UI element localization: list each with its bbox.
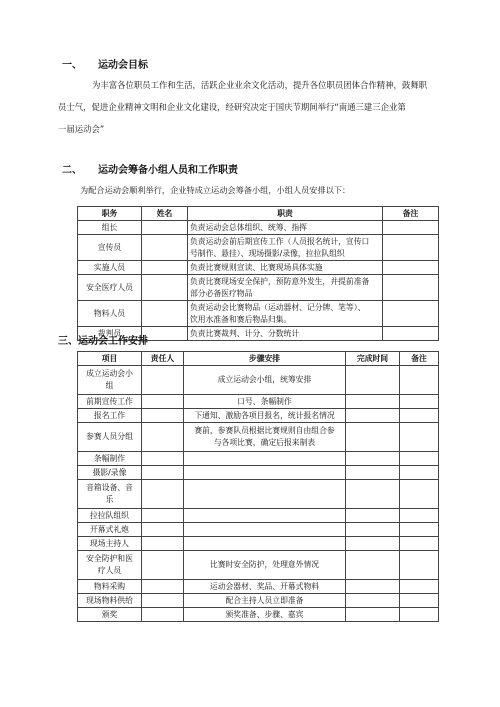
role-cell: 裁判员: [78, 327, 142, 341]
time-cell: [346, 466, 400, 480]
section-3-heading: 三、运动会工作安排: [58, 336, 148, 347]
name-cell: [142, 261, 188, 275]
person-cell: [142, 466, 184, 480]
table-row: [78, 423, 439, 452]
note-cell: [400, 395, 439, 409]
note-cell: [400, 466, 439, 480]
schedule-table-header: [78, 352, 439, 366]
section-2-intro: 为配合运动会顺利举行，企业特成立运动会筹备小组，小组人员安排以下：: [80, 185, 351, 195]
time-cell: [346, 551, 400, 580]
paragraph-line: 员士气，促进企业精神文明和企业文化建设，经研究决定于国庆节期间举行“南通三建三企业第: [58, 102, 406, 112]
note-cell: [400, 480, 439, 509]
paragraph-line: 为丰富各位职员工作和生活，活跃企业业余文化活动，提升各位职员团体合作精神，鼓舞职: [92, 80, 427, 90]
duty-cell: 负责运动会比赛物品（运动器材、记分牌、笔等）、 饮用水准备和赛后物品归集。: [188, 301, 383, 327]
duty-cell: 负责比赛现场安全保护，预防意外发生，并提前准备 部分必备医疗物品: [188, 275, 383, 301]
steps-cell: 赛前，参赛队员根据比赛规则自由组合参 与各项比赛，确定后报来制表: [184, 423, 346, 452]
table-row: [78, 480, 439, 509]
note-cell: [400, 551, 439, 580]
name-cell: [142, 301, 188, 327]
item-cell: 物料采购: [78, 580, 142, 594]
table-row: [78, 221, 439, 235]
note-cell: [383, 235, 439, 261]
name-cell: [142, 275, 188, 301]
duty-cell: 负责比赛规则宣读、比赛现场具体实施: [188, 261, 383, 275]
paragraph-line: 一届运动会”: [58, 124, 105, 134]
duty-cell: 负责运动会总体组织、统筹、指挥: [188, 221, 383, 235]
item-cell: 颁奖: [78, 608, 142, 622]
item-cell: 报名工作: [78, 409, 142, 423]
item-cell: 安全防护和医 疗人员: [78, 551, 142, 580]
table-row: [78, 301, 439, 327]
time-cell: [346, 523, 400, 537]
item-cell: 前期宣传工作: [78, 395, 142, 409]
table-row: [78, 275, 439, 301]
header-name: 姓名: [142, 207, 188, 221]
steps-cell: [184, 452, 346, 466]
section-1-paragraph: [58, 74, 468, 140]
time-cell: [346, 509, 400, 523]
note-cell: [400, 452, 439, 466]
header-item: 项目: [78, 352, 142, 366]
person-cell: [142, 580, 184, 594]
item-cell: 条幅制作: [78, 452, 142, 466]
item-cell: 开幕式礼炮: [78, 523, 142, 537]
header-person: 责任人: [142, 352, 184, 366]
table-row: [78, 261, 439, 275]
name-cell: [142, 327, 188, 341]
person-cell: [142, 523, 184, 537]
note-cell: [400, 523, 439, 537]
time-cell: [346, 409, 400, 423]
duty-cell: 负责运动会前后期宣传工作（人员报名统计，宣传口 号制作、悬挂）、现场摄影/录像，拉拉队组织: [188, 235, 383, 261]
header-note: 备注: [400, 352, 439, 366]
table-row: [78, 580, 439, 594]
time-cell: [346, 608, 400, 622]
header-steps: 步骤安排: [184, 352, 346, 366]
item-cell: 现场物料供给: [78, 594, 142, 608]
duty-cell: 负责比赛裁判、计分、分数统计: [188, 327, 383, 341]
note-cell: [383, 261, 439, 275]
item-cell: 成立运动会小 组: [78, 366, 142, 395]
table-row: [78, 608, 439, 622]
header-note: 备注: [383, 207, 439, 221]
section-1-title: 运动会目标: [98, 60, 148, 71]
note-cell: [400, 580, 439, 594]
section-2-heading: [62, 161, 238, 176]
role-cell: 物料人员: [78, 301, 142, 327]
time-cell: [346, 423, 400, 452]
item-cell: 拉拉队组织: [78, 509, 142, 523]
note-cell: [383, 327, 439, 341]
role-cell: 实施人员: [78, 261, 142, 275]
time-cell: [346, 452, 400, 466]
note-cell: [400, 509, 439, 523]
section-1-number: 一、: [62, 60, 82, 71]
person-cell: [142, 608, 184, 622]
role-cell: 安全医疗人员: [78, 275, 142, 301]
table-row: [78, 395, 439, 409]
header-duty: 职责: [188, 207, 383, 221]
note-cell: [383, 221, 439, 235]
staff-table-header: [78, 207, 439, 221]
table-row: [78, 409, 439, 423]
time-cell: [346, 594, 400, 608]
staff-table: [77, 206, 439, 341]
table-row: [78, 523, 439, 537]
steps-cell: [184, 466, 346, 480]
role-cell: 宣传员: [78, 235, 142, 261]
name-cell: [142, 235, 188, 261]
name-cell: [142, 221, 188, 235]
section-2-number: 二、: [62, 165, 82, 176]
header-time: 完成时间: [346, 352, 400, 366]
person-cell: [142, 395, 184, 409]
note-cell: [400, 608, 439, 622]
table-row: [78, 594, 439, 608]
note-cell: [400, 423, 439, 452]
person-cell: [142, 480, 184, 509]
table-row: [78, 509, 439, 523]
item-cell: 现场主持人: [78, 537, 142, 551]
note-cell: [400, 366, 439, 395]
table-row: [78, 466, 439, 480]
note-cell: [400, 594, 439, 608]
section-2-title: 运动会筹备小组人员和工作职责: [98, 165, 238, 176]
role-cell: 组长: [78, 221, 142, 235]
table-row: [78, 366, 439, 395]
person-cell: [142, 409, 184, 423]
steps-cell: 颁奖准备、步骤、嘉宾: [184, 608, 346, 622]
steps-cell: 配合主持人员立即准备: [184, 594, 346, 608]
steps-cell: 口号、条幅制作: [184, 395, 346, 409]
steps-cell: 比赛时安全防护，处理意外情况: [184, 551, 346, 580]
person-cell: [142, 423, 184, 452]
item-cell: 参赛人员分组: [78, 423, 142, 452]
steps-cell: 成立运动会小组，统筹安排: [184, 366, 346, 395]
steps-cell: 下通知、激励各项目报名，统计报名情况: [184, 409, 346, 423]
note-cell: [400, 537, 439, 551]
note-cell: [383, 275, 439, 301]
person-cell: [142, 509, 184, 523]
table-row: [78, 235, 439, 261]
item-cell: 摄影/录像: [78, 466, 142, 480]
note-cell: [383, 301, 439, 327]
note-cell: [400, 409, 439, 423]
person-cell: [142, 594, 184, 608]
time-cell: [346, 537, 400, 551]
steps-cell: [184, 480, 346, 509]
table-row: [78, 452, 439, 466]
schedule-table: [77, 351, 439, 622]
steps-cell: 运动会器材、奖品、开幕式物料: [184, 580, 346, 594]
person-cell: [142, 366, 184, 395]
header-role: 职务: [78, 207, 142, 221]
time-cell: [346, 395, 400, 409]
time-cell: [346, 366, 400, 395]
person-cell: [142, 537, 184, 551]
steps-cell: [184, 523, 346, 537]
table-row: [78, 537, 439, 551]
table-row: [78, 551, 439, 580]
person-cell: [142, 452, 184, 466]
time-cell: [346, 480, 400, 509]
person-cell: [142, 551, 184, 580]
steps-cell: [184, 537, 346, 551]
steps-cell: [184, 509, 346, 523]
section-1-heading: [62, 56, 148, 71]
time-cell: [346, 580, 400, 594]
item-cell: 音箱设备、音 乐: [78, 480, 142, 509]
